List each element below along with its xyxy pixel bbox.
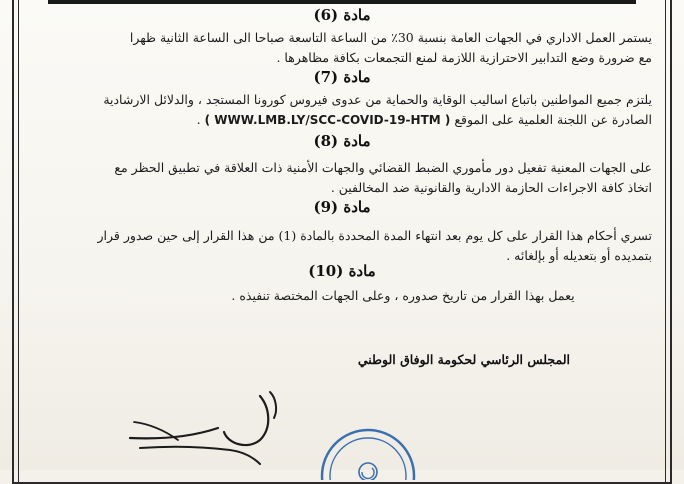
- article-6-line-1: يستمر العمل الاداري في الجهات العامة بنسبة 30٪ من الساعة التاسعة صباحا الى الساعة الثانية ظهرا: [129, 30, 652, 45]
- article-7-heading: مادة (7): [313, 68, 371, 86]
- article-6-body: [34, 28, 652, 68]
- top-rule: [48, 0, 636, 4]
- article-8-line-2: اتخاذ كافة الاجراءات الحازمة الادارية والقانونية ضد المخالفين .: [330, 180, 652, 195]
- article-7-url-suffix: .: [196, 112, 201, 127]
- covid-website-link[interactable]: ( WWW.LMB.LY/SCC-COVID-19-HTM ): [204, 113, 451, 127]
- article-10-line-1: يعمل بهذا القرار من تاريخ صدوره ، وعلى الجهات المختصة تنفيذه .: [231, 288, 575, 303]
- official-seal: [318, 420, 418, 480]
- article-7-url-prefix: الصادرة عن اللجنة العلمية على الموقع: [454, 112, 652, 127]
- article-9-body: [34, 226, 652, 266]
- signer-title: المجلس الرئاسي لحكومة الوفاق الوطني: [357, 352, 570, 367]
- article-10-heading: مادة (10): [308, 262, 376, 280]
- article-9-line-2: بتمديده أو بتعديله أو بإلغائه .: [506, 248, 652, 263]
- article-7-line-1: يلتزم جميع المواطنين باتباع اساليب الوقاية والحماية من عدوى فيروس كورونا المستجد ، والدلائل الارشادية: [103, 92, 652, 107]
- article-9-line-1: تسري أحكام هذا القرار على كل يوم بعد انتهاء المدة المحددة بالمادة (1) من هذا القرار إلى حين صدور قرار: [97, 228, 652, 243]
- signature-image: [120, 388, 290, 468]
- article-10-body: [34, 286, 652, 306]
- article-6-line-2: مع ضرورة وضع التدابير الاحترازية اللازمة لمنع التجمعات بكافة مظاهرها .: [276, 50, 652, 65]
- article-7-body: [34, 90, 652, 130]
- article-7-line-2: [34, 110, 652, 130]
- article-8-line-1: على الجهات المعنية تفعيل دور مأموري الضبط القضائي والجهات الأمنية ذات العلاقة في تطبيق الحظر مع: [114, 160, 652, 175]
- article-6-heading: مادة (6): [313, 6, 371, 24]
- article-8-heading: مادة (8): [313, 132, 371, 150]
- article-9-heading: مادة (9): [313, 198, 371, 216]
- article-8-body: [34, 158, 652, 198]
